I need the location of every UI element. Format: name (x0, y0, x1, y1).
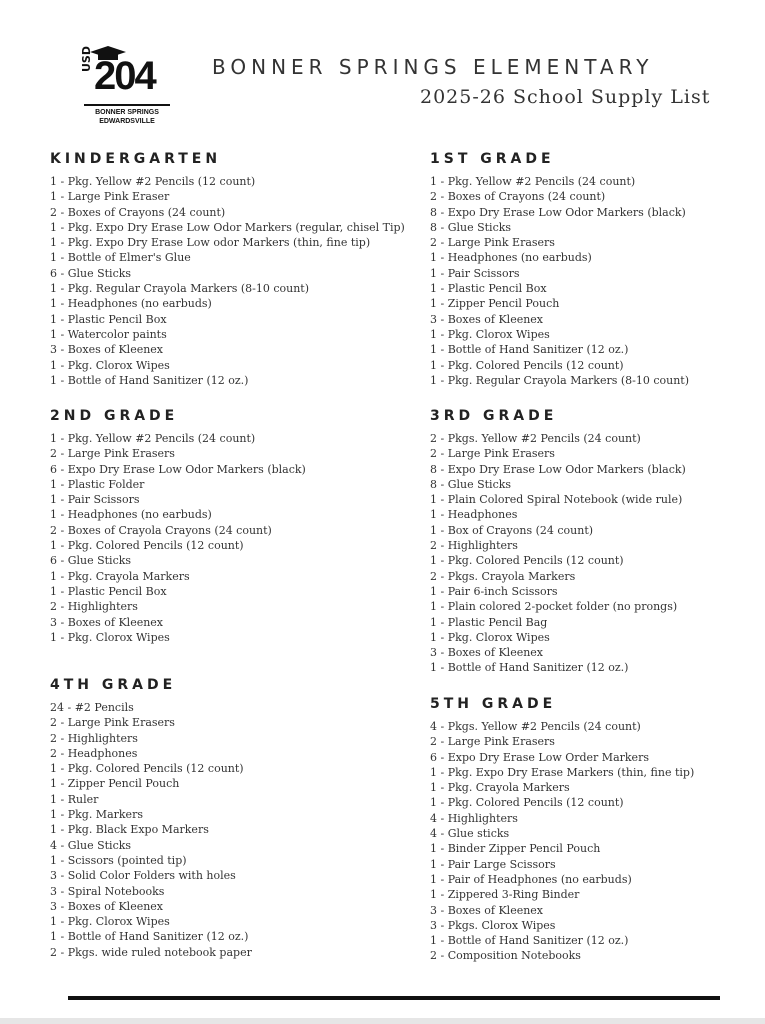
supply-item: 6 - Glue Sticks (50, 554, 132, 568)
supply-item: 3 - Boxes of Kleenex (50, 615, 164, 629)
supply-item: 1 - Pkg. Regular Crayola Markers (8-10 count) (50, 282, 310, 296)
supply-item: 4 - Highlighters (430, 811, 518, 825)
supply-list (430, 431, 760, 676)
list-subtitle: 2025-26 School Supply List (420, 86, 711, 108)
supply-item: 1 - Pkg. Colored Pencils (12 count) (430, 554, 624, 568)
supply-item: 2 - Pkgs. Crayola Markers (430, 569, 576, 583)
supply-item: 6 - Expo Dry Erase Low Order Markers (430, 750, 649, 764)
supply-item: 1 - Bottle of Elmer's Glue (50, 251, 191, 265)
supply-item: 1 - Plain Colored Spiral Notebook (wide rule) (430, 493, 683, 507)
supply-item: 1 - Large Pink Eraser (50, 190, 170, 204)
supply-item: 2 - Highlighters (50, 600, 138, 614)
supply-item: 2 - Composition Notebooks (430, 949, 581, 963)
supply-list (50, 174, 405, 388)
supply-item: 24 - #2 Pencils (50, 701, 134, 714)
supply-item: 1 - Binder Zipper Pencil Pouch (430, 842, 601, 856)
supply-item: 1 - Headphones (no earbuds) (430, 251, 592, 265)
section-3rd-grade (430, 408, 760, 676)
supply-item: 1 - Pkg. Yellow #2 Pencils (12 count) (50, 175, 256, 188)
supply-item: 2 - Large Pink Erasers (430, 735, 555, 749)
supply-item: 1 - Pair of Headphones (no earbuds) (430, 872, 632, 886)
supply-item: 1 - Pair Scissors (50, 493, 140, 507)
supply-item: 1 - Plastic Pencil Bag (430, 615, 548, 629)
supply-item: 1 - Pkg. Clorox Wipes (50, 630, 170, 644)
supply-item: 4 - Glue Sticks (50, 838, 132, 852)
supply-item: 6 - Glue Sticks (50, 266, 132, 280)
logo-usd-text: USD (80, 46, 93, 72)
district-logo (78, 44, 174, 134)
supply-item: 1 - Plain colored 2-pocket folder (no prongs) (430, 600, 678, 614)
supply-item: 1 - Plastic Pencil Box (50, 584, 167, 598)
supply-item: 1 - Pkg. Yellow #2 Pencils (24 count) (430, 175, 636, 188)
supply-item: 1 - Pkg. Markers (50, 808, 143, 822)
supply-item: 4 - Pkgs. Yellow #2 Pencils (24 count) (430, 720, 641, 733)
supply-item: 1 - Pkg. Clorox Wipes (50, 358, 170, 372)
supply-item: 2 - Large Pink Erasers (430, 236, 555, 250)
section-title: 3RD GRADE (430, 408, 558, 424)
section-kindergarten (50, 151, 405, 388)
supply-item: 4 - Glue sticks (430, 827, 510, 841)
section-title: 4TH GRADE (50, 677, 177, 693)
supply-item: 1 - Pkg. Expo Dry Erase Low Odor Markers (regular, chisel Tip) (50, 220, 405, 234)
section-title: 1ST GRADE (430, 151, 555, 167)
logo-district-name (82, 108, 172, 126)
supply-item: 1 - Pkg. Colored Pencils (12 count) (50, 539, 244, 553)
logo-district-line2: EDWARDSVILLE (99, 118, 155, 125)
supply-item: 1 - Pkg. Clorox Wipes (430, 630, 550, 644)
school-title: BONNER SPRINGS ELEMENTARY (212, 55, 654, 79)
supply-item: 1 - Box of Crayons (24 count) (430, 523, 594, 537)
supply-item: 3 - Solid Color Folders with holes (50, 869, 236, 883)
supply-item: 1 - Pkg. Expo Dry Erase Markers (thin, fine tip) (430, 765, 695, 779)
supply-item: 3 - Boxes of Kleenex (50, 343, 164, 357)
supply-item: 1 - Pkg. Yellow #2 Pencils (24 count) (50, 432, 256, 445)
supply-item: 1 - Pair Large Scissors (430, 857, 556, 871)
supply-item: 2 - Large Pink Erasers (50, 447, 175, 461)
supply-item: 8 - Glue Sticks (430, 220, 512, 234)
supply-item: 2 - Boxes of Crayons (24 count) (50, 205, 226, 219)
supply-item: 1 - Pkg. Black Expo Markers (50, 823, 209, 837)
supply-item: 3 - Boxes of Kleenex (430, 312, 544, 326)
supply-item: 1 - Ruler (50, 792, 99, 806)
supply-item: 1 - Bottle of Hand Sanitizer (12 oz.) (50, 930, 249, 944)
supply-item: 3 - Boxes of Kleenex (50, 899, 164, 913)
supply-item: 2 - Highlighters (50, 731, 138, 745)
supply-item: 1 - Pkg. Clorox Wipes (50, 915, 170, 929)
supply-item: 8 - Expo Dry Erase Low Odor Markers (black) (430, 205, 686, 219)
bottom-divider (68, 996, 720, 1000)
supply-item: 1 - Pkg. Colored Pencils (12 count) (50, 762, 244, 776)
supply-list (50, 700, 380, 960)
supply-item: 1 - Plastic Folder (50, 477, 145, 491)
supply-item: 2 - Boxes of Crayons (24 count) (430, 190, 606, 204)
supply-item: 8 - Glue Sticks (430, 477, 512, 491)
supply-item: 1 - Zipper Pencil Pouch (50, 777, 180, 791)
supply-item: 2 - Pkgs. Yellow #2 Pencils (24 count) (430, 432, 641, 445)
supply-item: 2 - Large Pink Erasers (50, 716, 175, 730)
supply-list (430, 719, 760, 964)
supply-item: 1 - Pkg. Expo Dry Erase Low odor Markers (thin, fine tip) (50, 236, 371, 250)
section-2nd-grade (50, 408, 380, 645)
section-5th-grade (430, 696, 760, 964)
supply-item: 1 - Bottle of Hand Sanitizer (12 oz.) (430, 343, 629, 357)
supply-item: 1 - Pkg. Clorox Wipes (430, 327, 550, 341)
supply-item: 1 - Bottle of Hand Sanitizer (12 oz.) (430, 661, 629, 675)
supply-item: 1 - Headphones (no earbuds) (50, 508, 212, 522)
supply-item: 1 - Pkg. Crayola Markers (430, 781, 570, 795)
supply-item: 1 - Pair Scissors (430, 266, 520, 280)
supply-item: 1 - Pkg. Colored Pencils (12 count) (430, 358, 624, 372)
section-4th-grade (50, 677, 380, 960)
supply-item: 1 - Pkg. Crayola Markers (50, 569, 190, 583)
supply-item: 2 - Headphones (50, 746, 138, 760)
supply-item: 1 - Headphones (430, 508, 518, 522)
supply-item: 1 - Zipper Pencil Pouch (430, 297, 560, 311)
supply-item: 1 - Watercolor paints (50, 327, 167, 341)
supply-item: 1 - Pkg. Colored Pencils (12 count) (430, 796, 624, 810)
supply-item: 1 - Pair 6-inch Scissors (430, 584, 558, 598)
section-title: KINDERGARTEN (50, 151, 222, 167)
section-1st-grade (430, 151, 760, 388)
supply-item: 2 - Boxes of Crayola Crayons (24 count) (50, 523, 272, 537)
supply-item: 3 - Boxes of Kleenex (430, 903, 544, 917)
supply-list (430, 174, 760, 388)
supply-item: 3 - Spiral Notebooks (50, 884, 165, 898)
logo-divider (84, 104, 170, 106)
supply-item: 1 - Bottle of Hand Sanitizer (12 oz.) (430, 934, 629, 948)
supply-item: 1 - Bottle of Hand Sanitizer (12 oz.) (50, 373, 249, 387)
supply-item: 3 - Boxes of Kleenex (430, 646, 544, 660)
supply-item: 1 - Zippered 3-Ring Binder (430, 888, 580, 902)
supply-list (50, 431, 380, 645)
supply-item: 1 - Pkg. Regular Crayola Markers (8-10 count) (430, 373, 690, 387)
supply-item: 1 - Headphones (no earbuds) (50, 297, 212, 311)
section-title: 5TH GRADE (430, 696, 557, 712)
logo-number: 204 (94, 54, 155, 98)
section-title: 2ND GRADE (50, 408, 179, 424)
supply-item: 1 - Scissors (pointed tip) (50, 853, 187, 867)
supply-item: 2 - Pkgs. wide ruled notebook paper (50, 945, 252, 959)
supply-item: 1 - Plastic Pencil Box (430, 282, 547, 296)
supply-item: 6 - Expo Dry Erase Low Odor Markers (black) (50, 462, 306, 476)
logo-district-line1: BONNER SPRINGS (95, 109, 159, 116)
supply-item: 3 - Pkgs. Clorox Wipes (430, 918, 556, 932)
supply-item: 1 - Plastic Pencil Box (50, 312, 167, 326)
page-bottom-edge (0, 1018, 765, 1024)
supply-item: 8 - Expo Dry Erase Low Odor Markers (black) (430, 462, 686, 476)
supply-item: 2 - Highlighters (430, 539, 518, 553)
supply-item: 2 - Large Pink Erasers (430, 447, 555, 461)
